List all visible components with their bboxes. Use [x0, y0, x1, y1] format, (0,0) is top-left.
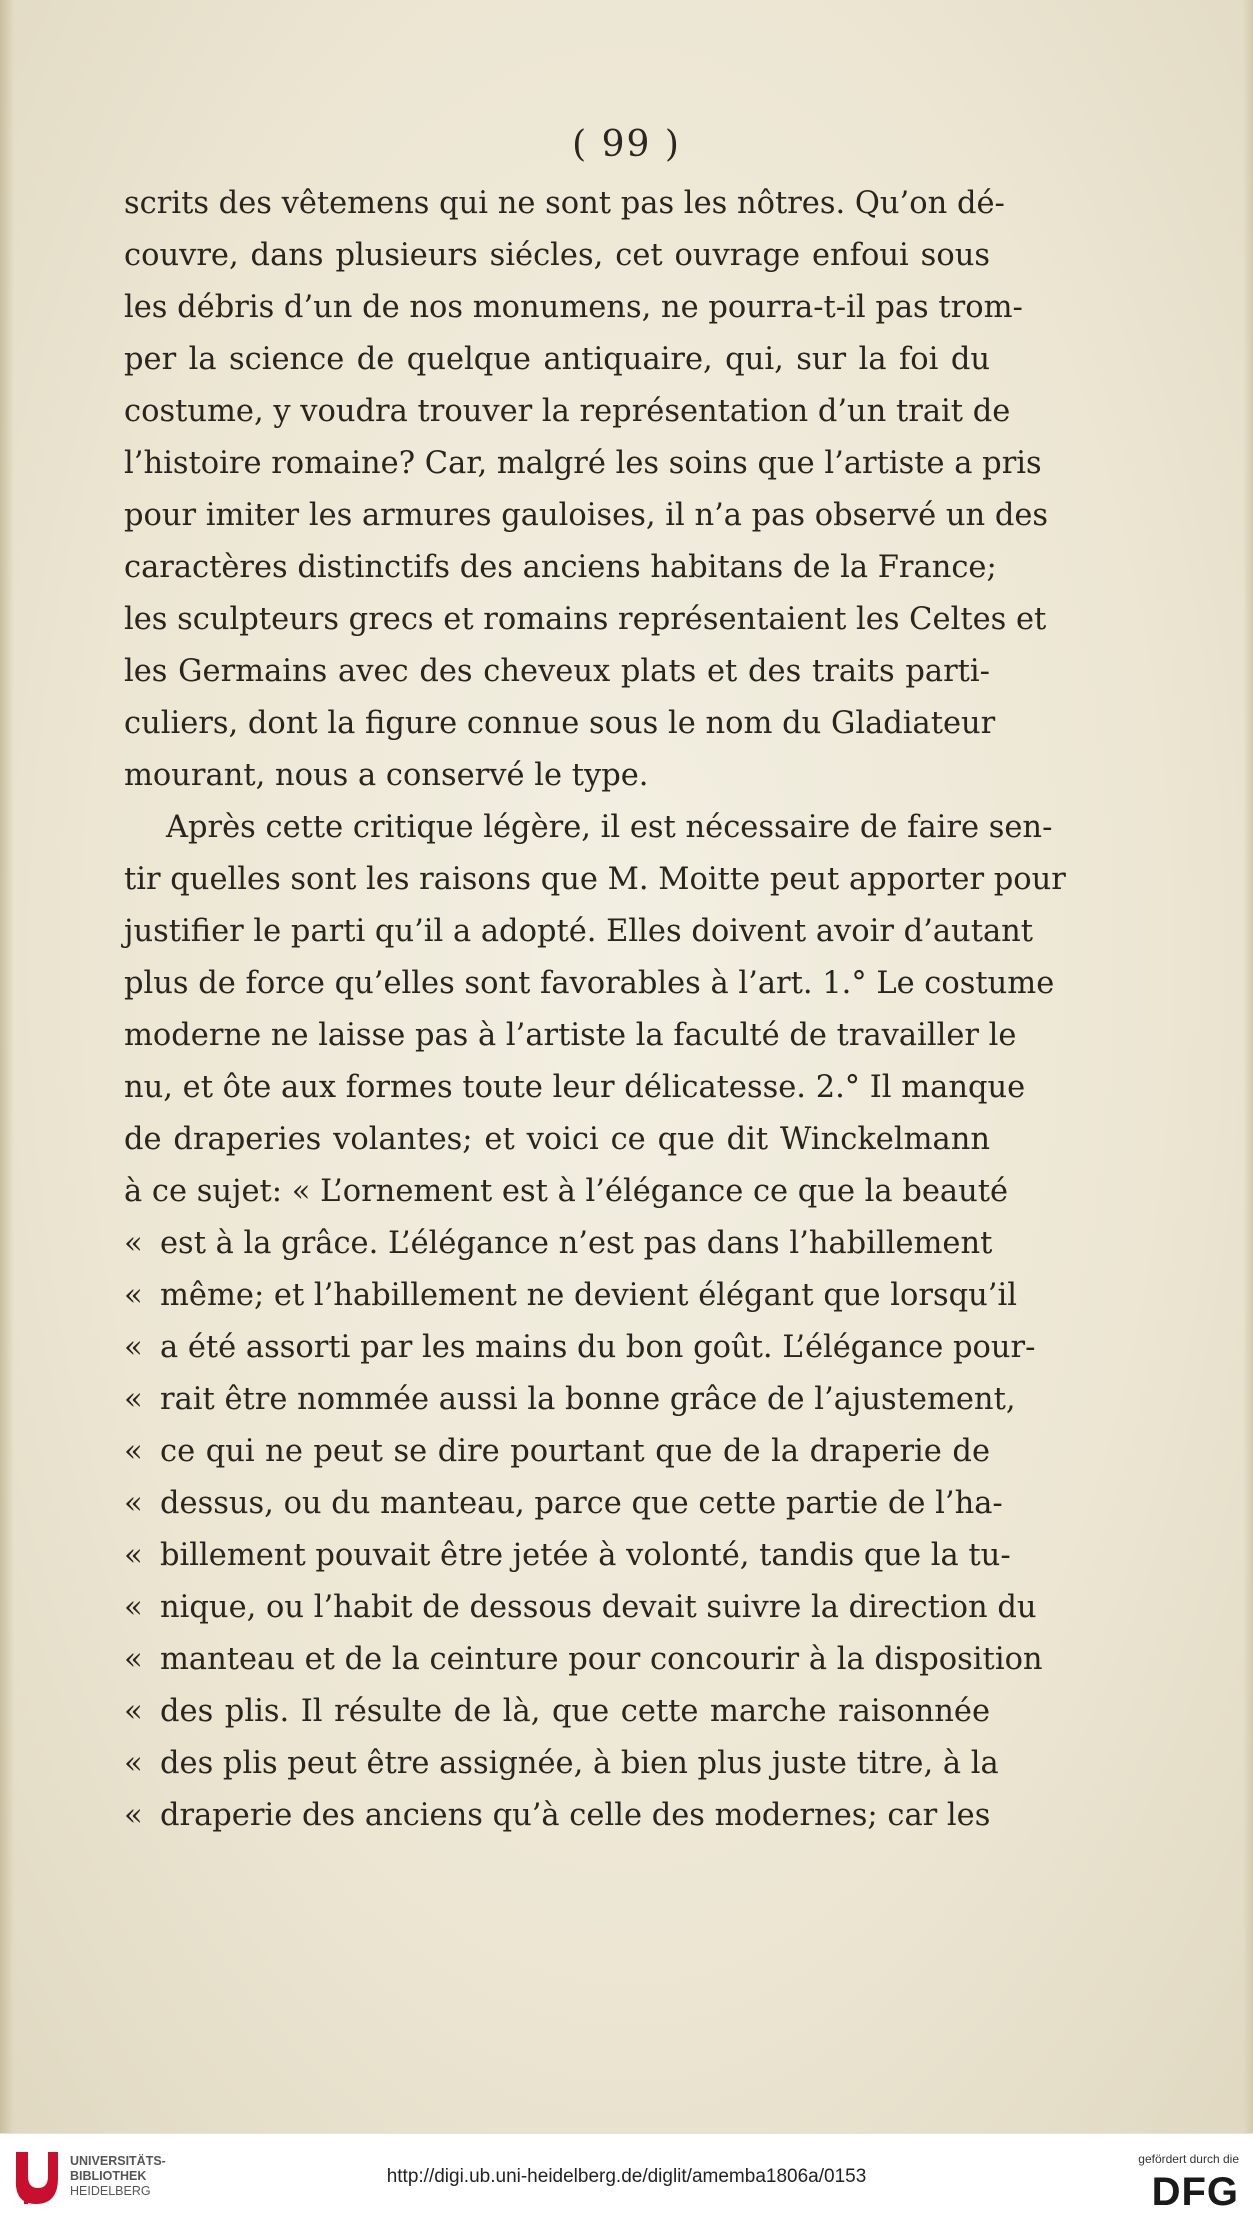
quote-mark: « — [124, 1434, 143, 1469]
quote-line: « même; et l’habillement ne devient élégant que lorsqu’il — [124, 1270, 990, 1322]
text-line: tir quelles sont les raisons que M. Moitte peut apporter pour — [124, 862, 1066, 897]
text-line: culiers, dont la figure connue sous le nom du Gladiateur — [124, 706, 996, 741]
quote-line: « rait être nommée aussi la bonne grâce de l’ajustement, — [124, 1374, 990, 1426]
quote-line: « est à la grâce. L’élégance n’est pas dans l’habillement — [124, 1218, 990, 1270]
quote-mark: « — [124, 1226, 143, 1261]
body-text — [124, 178, 1066, 1842]
text-line: de draperies volantes; et voici ce que dit Winckelmann — [124, 1122, 990, 1157]
quote-line: « ce qui ne peut se dire pourtant que de la draperie de — [124, 1426, 990, 1478]
text-line: plus de force qu’elles sont favorables à l’art. 1.° Le costume — [124, 966, 1055, 1001]
viewer-footer — [0, 2133, 1253, 2224]
quote-mark: « — [124, 1694, 143, 1729]
quote-line: « des plis peut être assignée, à bien plus juste titre, à la — [124, 1738, 990, 1790]
quote-mark: « — [124, 1538, 143, 1573]
text-line: les Germains avec des cheveux plats et des traits parti- — [124, 654, 990, 689]
text-line: pour imiter les armures gauloises, il n’a pas observé un des — [124, 498, 1049, 533]
quote-mark: « — [124, 1330, 143, 1365]
text-line: caractères distinctifs des anciens habitans de la France; — [124, 550, 997, 585]
quote-line: « a été assorti par les mains du bon goût. L’élégance pour- — [124, 1322, 990, 1374]
text-line: mourant, nous a conservé le type. — [124, 758, 649, 793]
text-line: nu, et ôte aux formes toute leur délicatesse. 2.° Il manque — [124, 1070, 1026, 1105]
quote-mark: « — [124, 1486, 143, 1521]
text-line: justifier le parti qu’il a adopté. Elles doivent avoir d’autant — [124, 914, 1034, 949]
quote-mark: « — [124, 1746, 143, 1781]
quote-line: « draperie des anciens qu’à celle des modernes; car les — [124, 1790, 990, 1842]
text-line: per la science de quelque antiquaire, qui, sur la foi du — [124, 342, 990, 377]
text-line: Après cette critique légère, il est nécessaire de faire sen- — [166, 810, 1053, 845]
text-line: l’histoire romaine? Car, malgré les soins que l’artiste a pris — [124, 446, 1042, 481]
quote-line: « manteau et de la ceinture pour concourir à la disposition — [124, 1634, 990, 1686]
text-line: moderne ne laisse pas à l’artiste la faculté de travailler le — [124, 1018, 1017, 1053]
funder-label: gefördert durch die — [1138, 2152, 1239, 2166]
text-line: les sculpteurs grecs et romains représentaient les Celtes et — [124, 602, 1047, 637]
quote-line: « des plis. Il résulte de là, que cette marche raisonnée — [124, 1686, 990, 1738]
quote-mark: « — [124, 1798, 143, 1833]
quote-mark: « — [124, 1642, 143, 1677]
text-line: les débris d’un de nos monumens, ne pourra-t-il pas trom- — [124, 290, 1023, 325]
quote-line: « dessus, ou du manteau, parce que cette partie de l’ha- — [124, 1478, 990, 1530]
text-line: à ce sujet: « L’ornement est à l’élégance ce que la beauté — [124, 1174, 1009, 1209]
text-line: costume, y voudra trouver la représentation d’un trait de — [124, 394, 1011, 429]
dfg-logo: DFG — [1151, 2170, 1239, 2214]
text-line: couvre, dans plusieurs siécles, cet ouvrage enfoui sous — [124, 238, 990, 273]
permalink-url[interactable]: http://digi.ub.uni-heidelberg.de/diglit/amemba1806a/0153 — [386, 2166, 867, 2187]
quote-mark: « — [124, 1382, 143, 1417]
quote-mark: « — [124, 1278, 143, 1313]
quote-mark: « — [124, 1590, 143, 1625]
quote-line: « billement pouvait être jetée à volonté, tandis que la tu- — [124, 1530, 990, 1582]
quote-line: « nique, ou l’habit de dessous devait suivre la direction du — [124, 1582, 990, 1634]
text-line: scrits des vêtemens qui ne sont pas les nôtres. Qu’on dé- — [124, 186, 1005, 221]
library-name: UNIVERSITÄTS- BIBLIOTHEK HEIDELBERG — [70, 2154, 166, 2198]
page-number: ( 99 ) — [572, 124, 681, 165]
